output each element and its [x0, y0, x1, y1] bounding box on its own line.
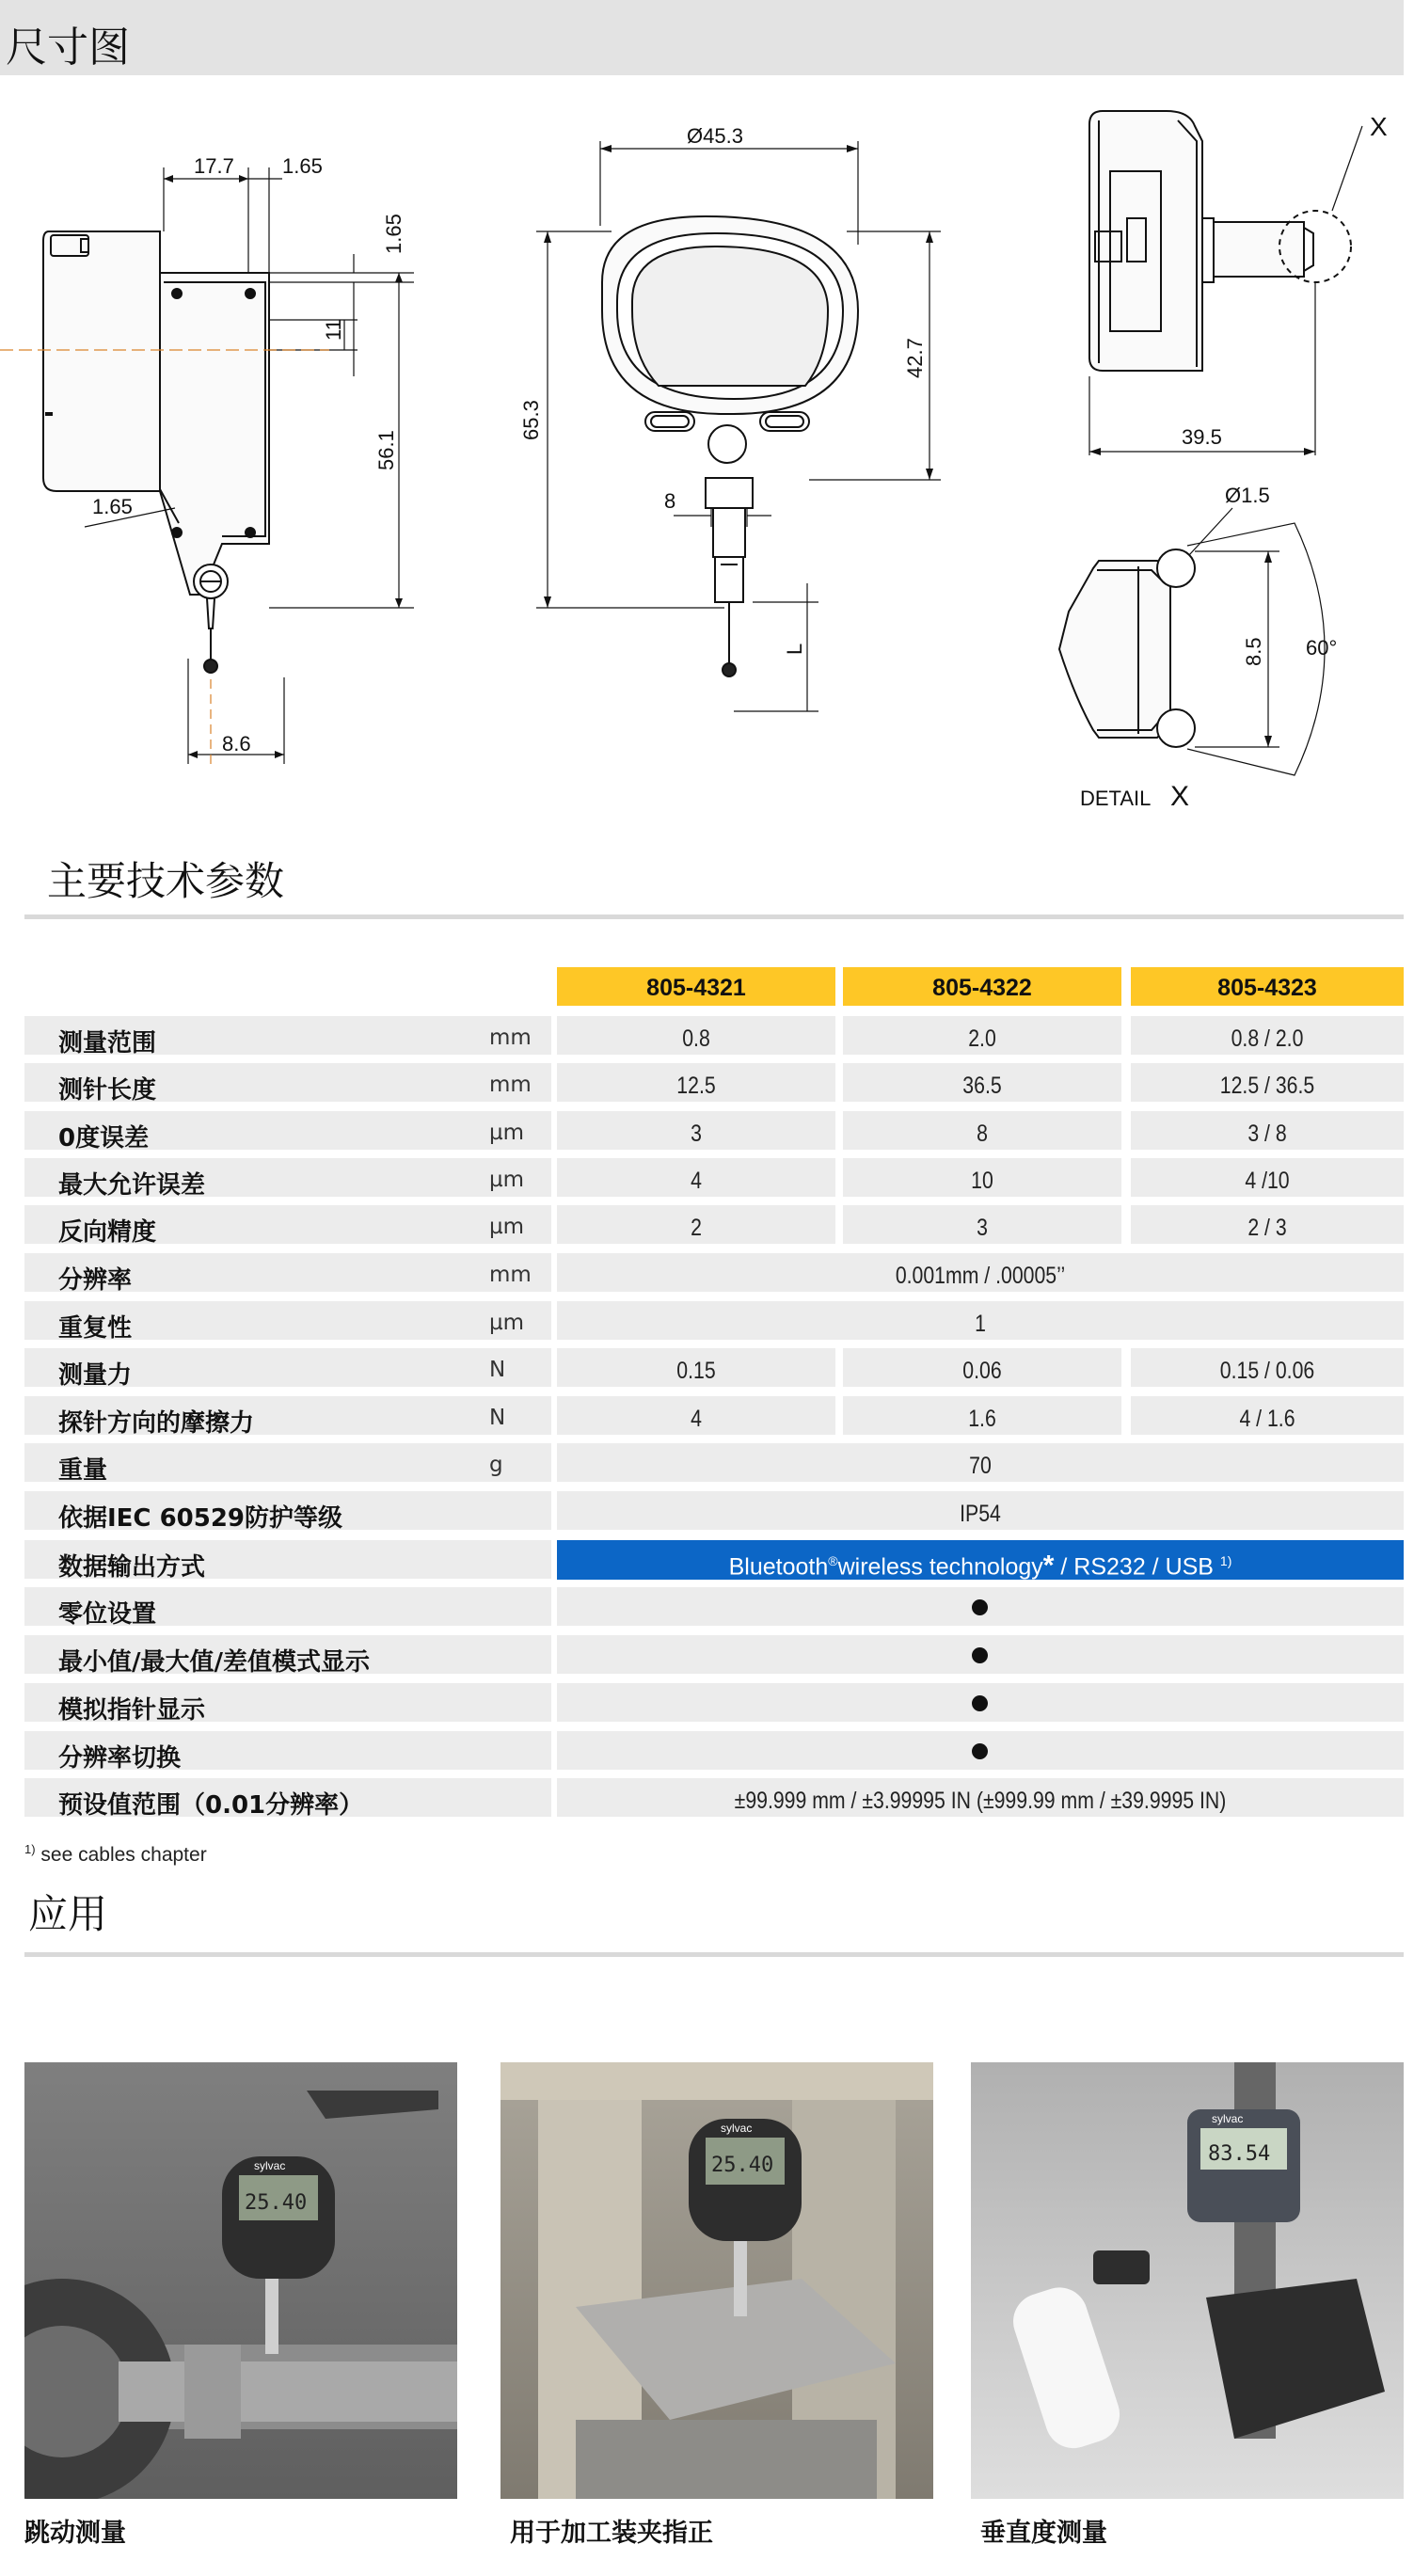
spec-row-unit: mm [489, 1263, 532, 1287]
spec-value: 1.6 [968, 1406, 996, 1432]
dim-1-65-right: 1.65 [382, 214, 405, 254]
spec-value: 0.001mm / .00005’’ [895, 1263, 1066, 1289]
caption-setup: 用于加工装夹指正 [510, 2519, 713, 2548]
spec-row-label: 最小值/最大值/差值模式显示 [58, 1648, 370, 1677]
spec-row-label: 数据输出方式 [58, 1553, 206, 1582]
spec-value: 2 [691, 1215, 702, 1241]
spec-value: 0.8 [682, 1026, 710, 1052]
model-header-805-4321: 805-4321 [557, 967, 835, 1006]
dim-39-5: 39.5 [1182, 425, 1222, 449]
spec-value: 3 [977, 1215, 988, 1241]
spec-row-label: 模拟指针显示 [58, 1696, 206, 1725]
spec-value: 8 [977, 1121, 988, 1147]
spec-value: IP54 [960, 1501, 1001, 1527]
svg-text:25.40: 25.40 [711, 2154, 774, 2177]
spec-row-unit: g [489, 1453, 503, 1477]
feature-available-dot [972, 1695, 988, 1711]
dim-8-5: 8.5 [1242, 637, 1265, 666]
caption-perpendicularity: 垂直度测量 [980, 2519, 1107, 2548]
spec-value: 2.0 [968, 1026, 996, 1052]
photo-setup [500, 2062, 933, 2499]
spec-row-label: 重复性 [58, 1314, 133, 1343]
dim-17-7: 17.7 [194, 154, 234, 178]
section-rule [24, 914, 1404, 919]
photo-perpendicularity [971, 2062, 1404, 2499]
spec-value: 3 [691, 1121, 702, 1147]
svg-text:25.40: 25.40 [245, 2191, 308, 2215]
spec-row-label: 重量 [58, 1456, 108, 1485]
spec-row-unit: µm [489, 1121, 525, 1145]
spec-value: 70 [969, 1453, 992, 1479]
feature-available-dot [972, 1599, 988, 1615]
spec-value: 4 / 1.6 [1239, 1406, 1295, 1432]
dim-diameter-1-5: Ø1.5 [1225, 484, 1270, 507]
section-rule-applications [24, 1952, 1404, 1957]
section-title-dimensions: 尺寸图 [6, 24, 130, 72]
dim-65-3: 65.3 [519, 400, 543, 440]
section-title-specs: 主要技术参数 [47, 858, 285, 904]
feature-available-dot [972, 1743, 988, 1759]
spec-row-unit: mm [489, 1026, 532, 1050]
detail-label: DETAIL [1080, 787, 1152, 810]
spec-value: ±99.999 mm / ±3.99995 IN (±999.99 mm / ±39.9995 IN) [734, 1788, 1227, 1814]
dim-diameter-45-3: Ø45.3 [687, 124, 743, 148]
svg-text:sylvac: sylvac [1212, 2112, 1244, 2125]
spec-row-unit: µm [489, 1168, 525, 1192]
spec-row-unit: µm [489, 1215, 525, 1239]
spec-row-unit: mm [489, 1073, 532, 1097]
dim-L: L [783, 643, 806, 655]
caption-runout: 跳动测量 [24, 2519, 126, 2548]
spec-value: 1 [975, 1311, 986, 1337]
spec-value: 12.5 / 36.5 [1219, 1073, 1315, 1099]
svg-text:sylvac: sylvac [721, 2122, 753, 2135]
dim-42-7: 42.7 [903, 338, 927, 378]
spec-value: 0.8 / 2.0 [1231, 1026, 1304, 1052]
spec-row-label: 预设值范围（0.01分辨率） [58, 1791, 364, 1820]
spec-row-unit: N [489, 1358, 506, 1382]
spec-row-label: 分辨率切换 [58, 1744, 182, 1773]
dim-8-6: 8.6 [222, 732, 251, 755]
spec-row-unit: N [489, 1406, 506, 1430]
dim-60-degrees: 60° [1306, 636, 1338, 660]
spec-value: 3 / 8 [1247, 1121, 1287, 1147]
spec-row-label: 探针方向的摩擦力 [58, 1409, 255, 1438]
technical-drawing [0, 0, 1414, 828]
spec-value: 12.5 [676, 1073, 716, 1099]
spec-value: 10 [971, 1168, 993, 1194]
svg-text:sylvac: sylvac [254, 2159, 286, 2172]
footnote: $^{1)}$ see cables chapter [24, 1842, 207, 1866]
detail-letter: X [1170, 781, 1190, 812]
spec-value: 36.5 [962, 1073, 1002, 1099]
spec-row-label: 测量力 [58, 1361, 133, 1390]
spec-row-label: 最大允许误差 [58, 1171, 206, 1200]
feature-available-dot [972, 1647, 988, 1663]
spec-row-unit: µm [489, 1311, 525, 1335]
spec-value: 0.06 [962, 1358, 1002, 1384]
dim-1-65-left: 1.65 [92, 495, 133, 518]
dim-8-front: 8 [664, 489, 676, 513]
spec-row-label: 反向精度 [58, 1218, 157, 1247]
spec-row-label: 测针长度 [58, 1076, 157, 1105]
model-header-805-4322: 805-4322 [843, 967, 1121, 1006]
section-title-applications: 应用 [28, 1891, 108, 1937]
dim-1-65-top: 1.65 [282, 154, 323, 178]
spec-row-label: 零位设置 [58, 1600, 157, 1629]
spec-row-label: 测量范围 [58, 1029, 157, 1057]
data-output-value: Bluetooth®wireless technology* / RS232 / USB $^{1)}$ [557, 1540, 1404, 1580]
svg-text:83.54: 83.54 [1208, 2142, 1271, 2166]
spec-value: 0.15 [676, 1358, 716, 1384]
detail-marker-x: X [1370, 112, 1388, 141]
spec-row-label: 依据IEC 60529防护等级 [58, 1504, 343, 1533]
spec-value: 4 [691, 1406, 702, 1432]
spec-row-label: 分辨率 [58, 1266, 133, 1295]
spec-row-label: 0度误差 [58, 1124, 150, 1153]
model-header-805-4323: 805-4323 [1131, 967, 1404, 1006]
dim-56-1: 56.1 [374, 430, 398, 470]
photo-runout [24, 2062, 457, 2499]
spec-value: 4 [691, 1168, 702, 1194]
spec-value: 2 / 3 [1247, 1215, 1287, 1241]
spec-value: 0.15 / 0.06 [1219, 1358, 1315, 1384]
spec-value: 4 /10 [1245, 1168, 1290, 1194]
dim-11: 11 [322, 319, 345, 341]
